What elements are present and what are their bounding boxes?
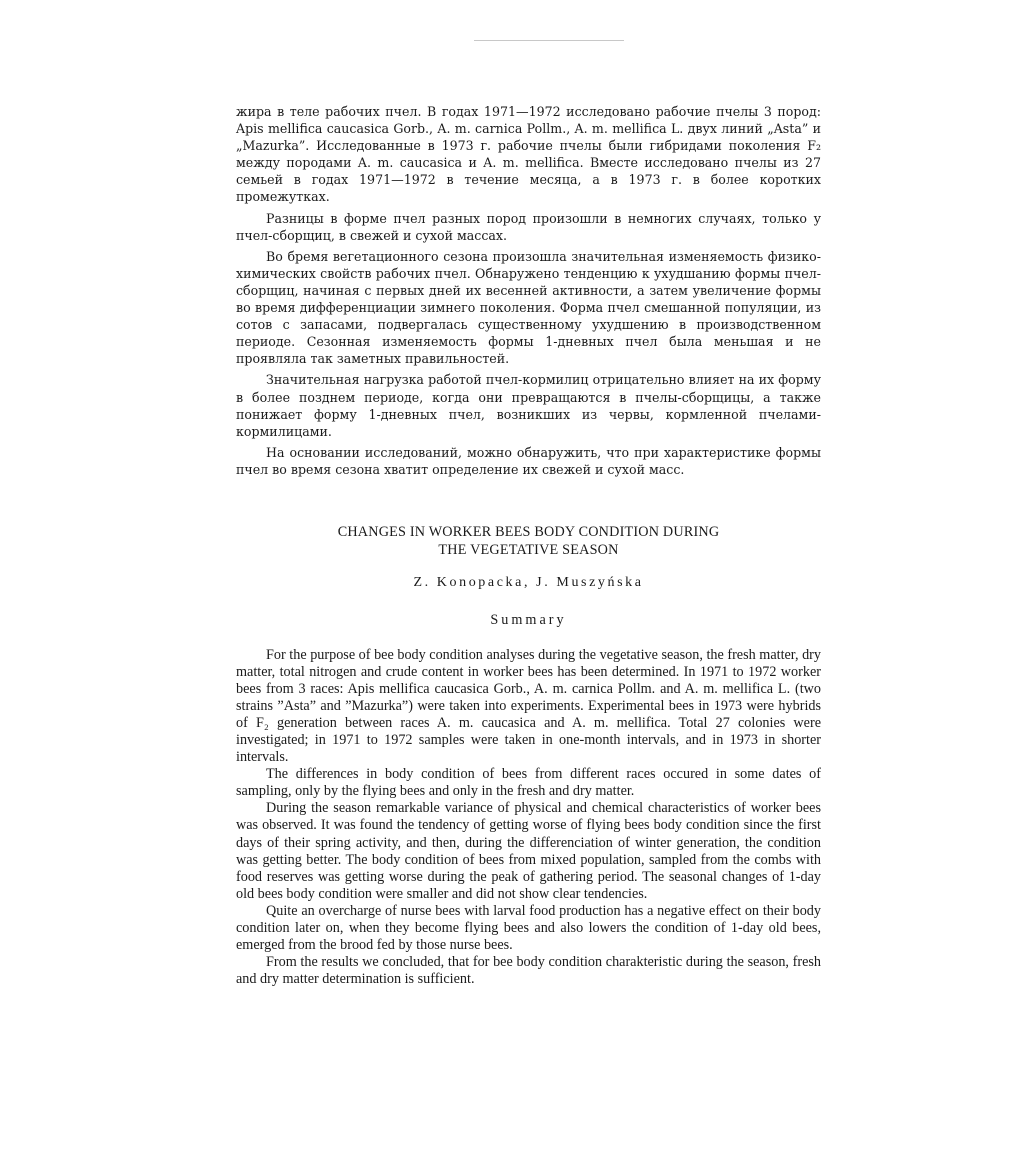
english-summary [236,647,821,988]
summary-heading: Summary [490,612,567,628]
scan-artifact-line [474,40,624,41]
russian-paragraph-4: Значительная нагрузка работой пчел-кормилиц отрицательно влияет на их форму в более позднем периоде, когда они превращаются в пчелы-сборщицы, а также понижает форму 1-дневных пчел, возникших из червы, кормленной пчелами-кормилицами. [236,372,821,439]
english-paragraph-3: During the season remarkable variance of physical and chemical characteristics of worker bees was observed. It was found the tendency of getting worse of flying bees body condition since the first days of their spring activity, and then, during the differenciation of winter generation, the condition was getting better. The body condition of bees from mixed population, sampled from the combs with food reserves was getting worse during the peak of gathering period. The seasonal changes of 1-day old bees body condition were smaller and did not show clear tendencies. [236,800,821,902]
english-paragraph-4: Quite an overcharge of nurse bees with larval food production has a negative effect on their body condition later on, when they become flying bees and also lowers the condition of 1-day old bees, emerged from the brood fed by those nurse bees. [236,902,821,953]
english-paragraph-1: For the purpose of bee body condition analyses during the vegetative season, the fresh matter, dry matter, total nitrogen and crude content in worker bees has been determined. In 1971 to 1972 worker bees from 3 races: Apis mellifica caucasica Gorb., A. m. carnica Pollm. and A. m. mellifica L. (two strains ”Asta” and ”Mazurka”) were taken into experiments. Experimental bees in 1973 were hybrids of F₂ generation between races A. m. caucasica and A. m. mellifica. Total 27 colonies were investigated; in 1971 to 1972 samples were taken in one-month intervals, and in 1973 in shorter intervals. [236,647,821,766]
english-paragraph-5: From the results we concluded, that for bee body condition charakteristic during the season, fresh and dry matter determination is sufficient. [236,953,821,987]
paper-title-line-1: CHANGES IN WORKER BEES BODY CONDITION DURING [337,524,720,540]
english-paragraph-2: The differences in body condition of bees from different races occured in some dates of sampling, only by the flying bees and only in the fresh and dry matter. [236,766,821,800]
paper-title [236,523,821,559]
russian-paragraph-2: Разницы в форме пчел разных пород произошли в немногих случаях, только у пчел-сборщиц, в свежей и сухой массах. [236,210,821,243]
russian-abstract [236,103,821,478]
russian-paragraph-1: жира в теле рабочих пчел. В годах 1971—1972 исследовано рабочие пчелы 3 пород: Apis mellifica caucasica Gorb., A. m. carnica Pollm., A. m. mellifica L. двух линий „Asta” и „Mazurka”. Исследованные в 1973 г. рабочие пчелы были гибридами поколения F₂ между породами A. m. caucasica и A. m. mellifica. Вместе исследовано пчелы из 27 семьей в годах 1971—1972 в течение месяца, а в 1973 г. в более коротких промежутках. [236,104,821,205]
authors: Z. Konopacka, J. Muszyńska [413,575,644,590]
russian-paragraph-5: На основании исследований, можно обнаружить, что при характеристике формы пчел во время сезона хватит определение их свежей и сухой масс. [236,444,821,477]
paper-title-line-2: THE VEGETATIVE SEASON [438,542,619,558]
russian-paragraph-3: Во бремя вегетационного сезона произошла значительная изменяемость физико-химических свойств рабочих пчел. Обнаружено тенденцию к ухудшанию формы пчел-сборщиц, начиная с первых дней их весенней активности, а затем увеличение формы во время дифференциации зимнего поколения. Форма пчел смешанной популяции, из сотов с запасами, подвергалась существенному ухудшению в производственном периоде. Сезонная изменяемость формы 1-дневных пчел была меньшая и не проявляла так заметных правильностей. [236,248,821,367]
